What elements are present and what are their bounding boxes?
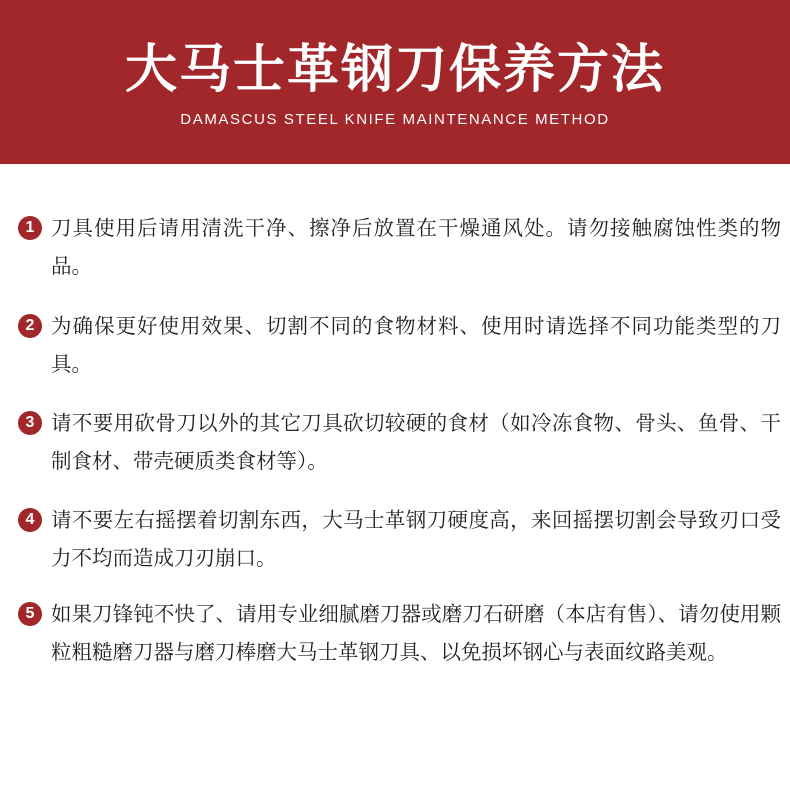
number-badge: 5 [18,602,42,626]
number-badge: 2 [18,314,42,338]
item-text: 刀具使用后请用清洗干净、擦净后放置在干燥通风处。请勿接触腐蚀性类的物品。 [51,216,781,278]
item-text: 为确保更好使用效果、切割不同的食物材料、使用时请选择不同功能类型的刀具。 [51,314,781,376]
page-subtitle: DAMASCUS STEEL KNIFE MAINTENANCE METHOD [180,111,610,128]
number-badge: 4 [18,508,42,532]
item-text: 如果刀锋钝不快了、请用专业细腻磨刀器或磨刀石研磨（本店有售）、请勿使用颗粒粗糙磨刀器与磨刀棒磨大马士革钢刀具、以免损坏钢心与表面纹路美观。 [51,602,781,664]
page-title: 大马士革钢刀保养方法 [124,40,665,100]
item-text: 请不要左右摇摆着切割东西，大马士革钢刀硬度高，来回摇摆切割会导致刃口受力不均而造成刀刃崩口。 [51,508,781,570]
item-text: 请不要用砍骨刀以外的其它刀具砍切较硬的食材（如冷冻食物、骨头、鱼骨、干制食材、带壳硬质类食材等）。 [51,411,781,473]
number-badge: 1 [18,216,42,240]
number-badge: 3 [18,411,42,435]
